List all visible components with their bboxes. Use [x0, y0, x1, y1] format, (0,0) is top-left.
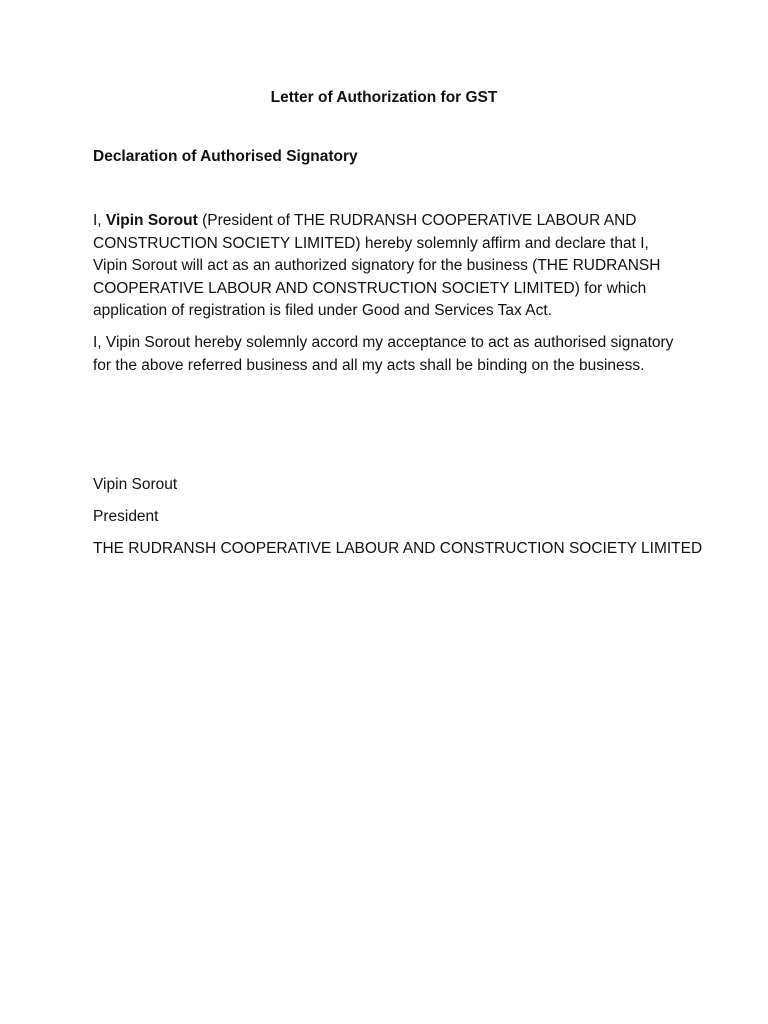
declaration-text: (President of THE RUDRANSH COOPERATIVE LABOUR AND CONSTRUCTION SOCIETY LIMITED) hereby solemnly affirm and declare that I, Vipin Sorout will act as an authorized signatory for the business (THE RUDRANSH COOPERATIVE LABOUR AND CONSTRUCTION SOCIETY LIMITED) for which application of registration is filed under Good and Services Tax Act. [93, 212, 661, 319]
declaration-prefix: I, [93, 212, 106, 229]
declaration-paragraph [93, 210, 683, 323]
signatory-designation: President [93, 508, 159, 525]
document-title: Letter of Authorization for GST [270, 89, 498, 106]
acceptance-paragraph: I, Vipin Sorout hereby solemnly accord my acceptance to act as authorised signatory for the above referred business and all my acts shall be binding on the business. [93, 334, 674, 374]
signatory-name-bold: Vipin Sorout [105, 212, 198, 229]
signatory-organization: THE RUDRANSH COOPERATIVE LABOUR AND CONSTRUCTION SOCIETY LIMITED [93, 540, 703, 557]
signatory-name: Vipin Sorout [93, 476, 178, 493]
section-heading: Declaration of Authorised Signatory [93, 148, 358, 165]
